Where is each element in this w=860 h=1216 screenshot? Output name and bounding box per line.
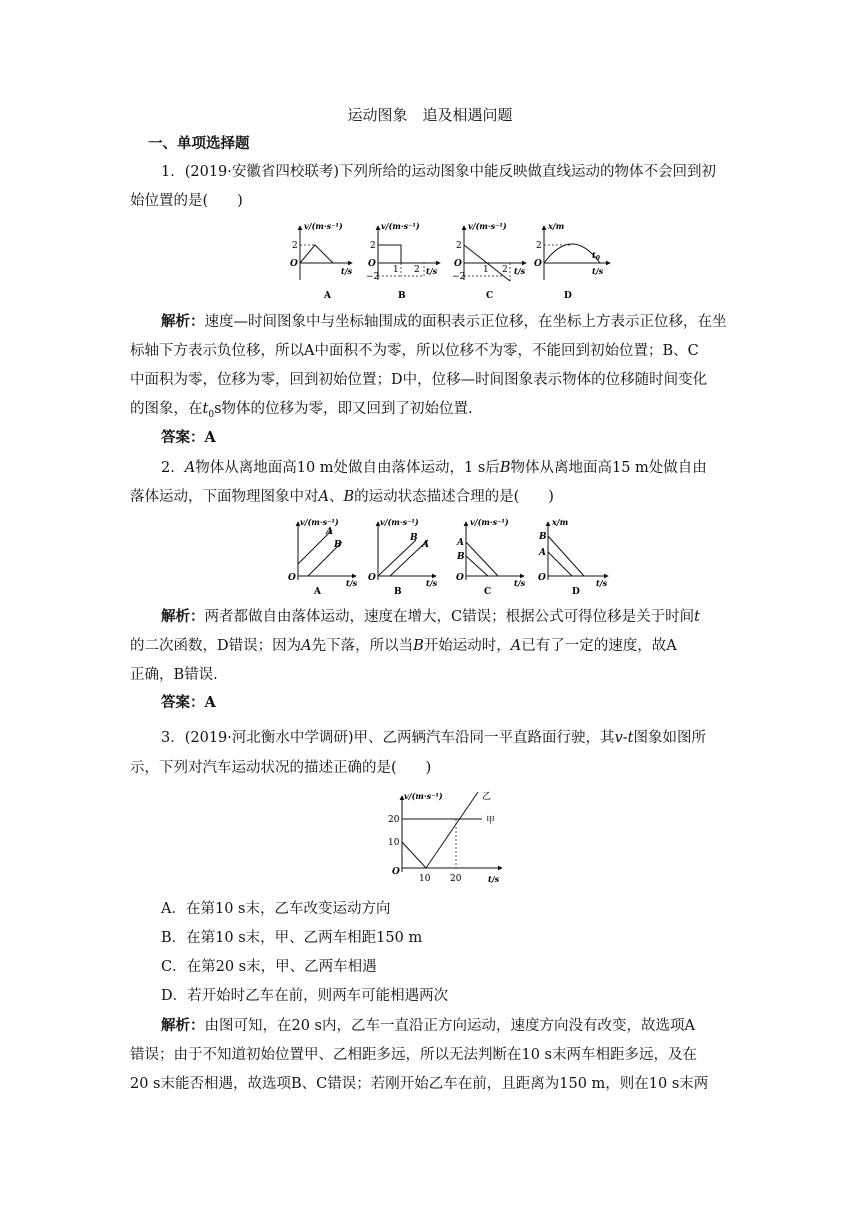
q1-graph-label-b: B: [398, 291, 406, 301]
q1-analysis-line2: 标轴下方表示负位移，所以A中面积不为零，所以位移不为零，不能回到初始位置；B、C: [130, 343, 699, 359]
q2d-origin: O: [538, 573, 546, 583]
q2-graph-d: [538, 517, 608, 597]
q1-graph-d: [534, 221, 610, 301]
q1d-origin: O: [534, 259, 542, 269]
q1c-v-axis-label: v/(m·s⁻¹): [468, 221, 507, 231]
q1b-tick-neg2: −2: [366, 272, 380, 282]
q1-answer: 答案：A: [161, 429, 216, 446]
q1a-v-axis-label: v/(m·s⁻¹): [304, 221, 343, 231]
q3-v: v: [614, 730, 623, 746]
q2-graph-label-d: D: [572, 587, 580, 597]
q3-analysis-line2: 错误；由于不知道初始位置甲、乙相距多远，所以无法判断在10 s末两车相距多远，及在: [130, 1047, 697, 1063]
q3-tick-x10: 10: [419, 874, 431, 884]
q3-tick-y10: 10: [388, 838, 400, 848]
q2d-line-a: A: [539, 548, 546, 558]
q2-stem-line1: [161, 458, 707, 478]
q2-analysis-text1: 两者都做自由落体运动，速度在增大，C错误；根据公式可得位移是关于时间: [204, 609, 695, 625]
q2b-v-axis-label: v/(m·s⁻¹): [380, 517, 419, 527]
q2c-line-a: A: [457, 538, 464, 548]
q2b-t-axis-label: t/s: [426, 578, 438, 588]
q2-text4: 的运动状态描述合理的是( ): [354, 489, 554, 505]
q1-graph-c: [452, 221, 526, 301]
q2-analysis-line3: 正确，B错误.: [130, 667, 218, 683]
q3-option-b: B．在第10 s末，甲、乙两车相距150 m: [161, 930, 423, 946]
q1a-t-axis-label: t/s: [341, 266, 353, 276]
q3-analysis-line1: [161, 1016, 695, 1036]
q2-num: 2．: [161, 460, 185, 476]
q2-obj-b2: B: [343, 489, 355, 505]
q3-option-a: A．在第10 s末，乙车改变运动方向: [161, 901, 391, 917]
q2c-t-axis-label: t/s: [514, 578, 526, 588]
q2-analysis-t: t: [694, 609, 700, 625]
q1c-t-axis-label: t/s: [514, 266, 526, 276]
q2-analysis-text4: 开始运动时，: [423, 638, 511, 654]
q2-obj-a2: A: [318, 489, 329, 505]
q1b-origin: O: [368, 259, 376, 269]
q2d-line-b: B: [539, 532, 547, 542]
q2-analysis-text3: 先下落，所以当: [311, 638, 414, 654]
q3-t: t: [627, 730, 634, 746]
q1-analysis-text4b: s物体的位移为零，即又回到了初始位置.: [214, 401, 473, 417]
q2a-t-axis-label: t/s: [346, 578, 358, 588]
q1c-tick-neg2: −2: [452, 272, 466, 282]
q1c-tick-2: 2: [456, 241, 462, 251]
q1d-t-axis-label: t/s: [592, 266, 604, 276]
q3-v-axis-label: v/(m·s⁻¹): [404, 791, 443, 801]
q2c-v-axis-label: v/(m·s⁻¹): [470, 517, 509, 527]
q2-graph-label-b: B: [394, 587, 402, 597]
q1c-tick-1: 1: [483, 265, 489, 275]
q1-graph-a: [290, 221, 353, 301]
q2-figure: [280, 514, 620, 600]
q1c-origin: O: [454, 259, 462, 269]
q2-analysis-a: A: [301, 638, 312, 654]
q1d-x-axis-label: x/m: [548, 221, 565, 231]
q2a-v-axis-label: v/(m·s⁻¹): [300, 517, 339, 527]
q2-obj-a: A: [184, 460, 196, 476]
q2c-line-b: B: [457, 552, 465, 562]
q2-graph-c: [456, 517, 526, 597]
q1-graph-label-d: D: [564, 291, 572, 301]
q3-analysis-line3: 20 s末能否相遇，故选项B、C错误；若刚开始乙车在前，且距离为150 m，则在10 s末两: [130, 1076, 709, 1092]
q2d-t-axis-label: t/s: [596, 578, 608, 588]
q1-analysis-text4a: 的图象，在: [130, 401, 203, 417]
q1a-origin: O: [290, 259, 298, 269]
q1-analysis-line1: [161, 312, 727, 332]
q1-analysis-line4: [130, 399, 473, 425]
q1b-v-axis-label: v/(m·s⁻¹): [381, 221, 420, 231]
q1-analysis-text1: 速度—时间图象中与坐标轴围成的面积表示正位移，在坐标上方表示正位移，在坐: [204, 314, 727, 330]
q3-series-jia: 甲: [486, 816, 496, 826]
q3-t-axis-label: t/s: [488, 874, 500, 884]
q1-graph-label-c: C: [486, 291, 494, 301]
q3-stem-line1: [161, 728, 706, 748]
q2b-line-a: A: [422, 540, 429, 550]
q2-analysis-line1: [161, 607, 700, 627]
q2c-origin: O: [456, 573, 464, 583]
q3-figure: [366, 788, 526, 890]
q2-graph-label-c: C: [484, 587, 492, 597]
q2a-line-b: B: [334, 540, 342, 550]
q2-analysis-head: 解析：: [161, 608, 205, 625]
q2-graph-b: [368, 517, 438, 597]
q1c-tick-2x: 2: [502, 265, 508, 275]
q2-analysis-line2: [130, 636, 677, 656]
q2-analysis-b: B: [413, 638, 424, 654]
section-heading: 一、单项选择题: [148, 135, 250, 152]
q3-series-yi: 乙: [482, 792, 492, 802]
q3-tick-x20: 20: [450, 874, 462, 884]
q2-analysis-text5: 已有了一定的速度，故A: [521, 638, 677, 654]
q1-analysis-t0: t: [202, 401, 209, 417]
q2-answer: 答案：A: [161, 694, 216, 711]
q3-stem-line2: 示，下列对汽车运动状况的描述正确的是( ): [130, 760, 432, 776]
q2-analysis-text2: 的二次函数，D错误；因为: [130, 638, 302, 654]
q1-stem-line2: 始位置的是( ): [130, 193, 243, 209]
q1-stem-line1: 1．(2019·安徽省四校联考)下列所给的运动图象中能反映做直线运动的物体不会回到初: [161, 164, 717, 180]
q2-text2: 物体从离地面高15 m处做自由: [510, 460, 707, 476]
q1-graph-b: [366, 221, 440, 301]
q2d-x-axis-label: x/m: [552, 517, 569, 527]
q2a-origin: O: [288, 573, 296, 583]
q1b-tick-2: 2: [370, 241, 376, 251]
q3-option-d: D．若开始时乙车在前，则两车可能相遇两次: [161, 988, 449, 1004]
q1-graph-label-a: A: [324, 291, 331, 301]
q1b-tick-1: 1: [393, 265, 399, 275]
q1a-tick-2: 2: [292, 241, 298, 251]
q3-analysis-text1: 由图可知，在20 s内，乙车一直沿正方向运动，速度方向没有改变，故选项A: [204, 1018, 695, 1034]
q1d-tick-2: 2: [536, 241, 542, 251]
q2-text1: 物体从离地面高10 m处做自由落体运动，1 s后: [195, 460, 500, 476]
q3-origin: O: [392, 867, 400, 877]
q2a-line-a: A: [326, 527, 333, 537]
q3-analysis-head: 解析：: [161, 1017, 205, 1034]
q1-figure: [280, 218, 620, 304]
q2-text3: 落体运动，下面物理图象中对: [130, 489, 319, 505]
q2-sep: 、: [328, 489, 344, 505]
q1b-t-axis-label: t/s: [426, 266, 438, 276]
q1-analysis-head: 解析：: [161, 313, 205, 330]
q2b-line-b: B: [410, 533, 418, 543]
q2-analysis-a2: A: [510, 638, 522, 654]
q3-tick-y20: 20: [388, 815, 400, 825]
q1-analysis-line3: 中面积为零，位移为零，回到初始位置；D中，位移—时间图象表示物体的位移随时间变化: [130, 372, 708, 388]
q2-graph-a: [288, 517, 358, 597]
q3-text1: 3．(2019·河北衡水中学调研)甲、乙两辆汽车沿同一平直路面行驶，其: [161, 730, 615, 746]
q1-analysis-t0-sub: 0: [208, 409, 215, 420]
q3-option-c: C．在第20 s末，甲、乙两车相遇: [161, 959, 377, 975]
q1d-t0-label: $t_0$: [592, 250, 600, 262]
q2-stem-line2: [130, 487, 554, 507]
q3-text2: 图象如图所: [633, 730, 706, 746]
page-title: 运动图象 追及相遇问题: [347, 106, 513, 124]
q2b-origin: O: [368, 573, 376, 583]
q1b-tick-2x: 2: [414, 265, 420, 275]
q2-graph-label-a: A: [314, 587, 321, 597]
q2-obj-b: B: [499, 460, 511, 476]
q3-dash: -: [622, 730, 628, 746]
